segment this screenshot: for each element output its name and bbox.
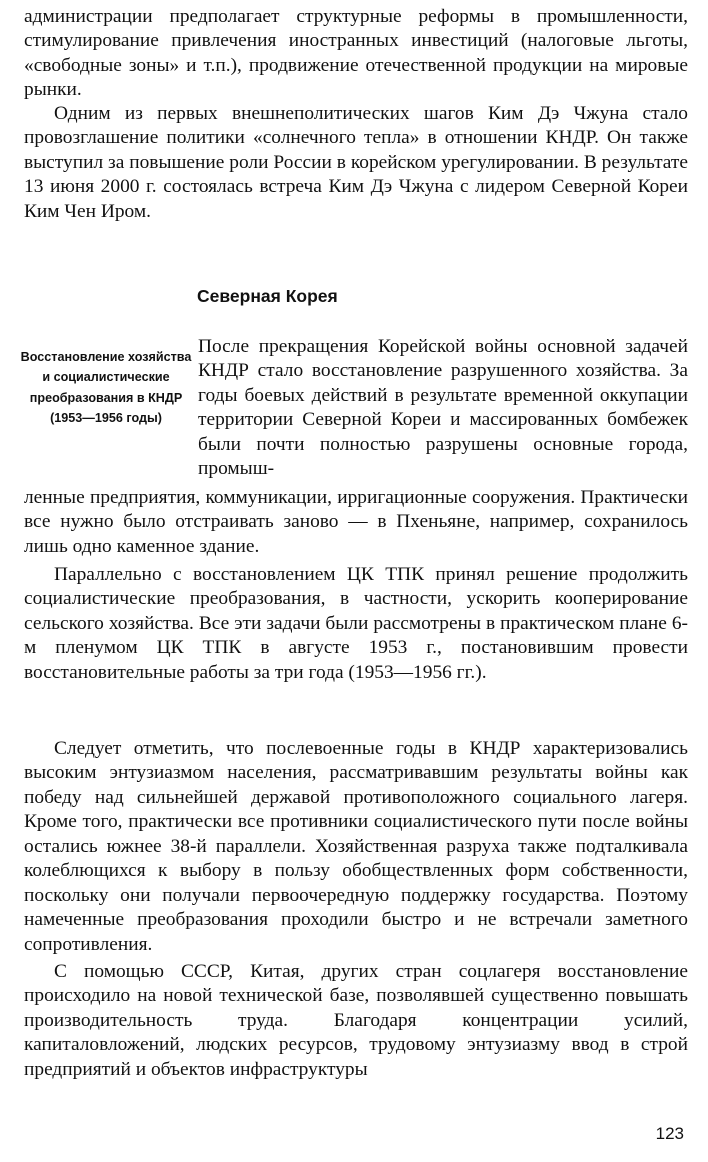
paragraph-sunshine-policy: Одним из первых внешнеполитических шагов Ким Дэ Чжуна стало провозглашение политики «солнечного тепла» в отношении КНДР. Он также выступил за повышение роли России в корейском урегулировании. В результате 13 июня 2000 г. состоялась встреча Ким Дэ Чжуна с лидером Северной Кореи Ким Чен Иром. [24,103,688,222]
paragraph-recovery-continued: ленные предприятия, коммуникации, ирригационные сооружения. Практически все нужно было отстраивать заново — в Пхеньяне, например, сохранилось лишь одно каменное здание. [24,487,688,557]
section-heading: Северная Корея [197,286,338,306]
paragraph-soviet-help: С помощью СССР, Китая, других стран соцлагеря восстановление происходило на новой технической базе, позволявшей существенно повышать производительность труда. Благодаря концентрации усилий, капиталовложений, людских ресурсов, трудовому энтузиазму ввод в строй предприятий и объектов инфраструктуры [24,961,688,1080]
paragraph-postwar-enthusiasm: Следует отметить, что послевоенные годы в КНДР характеризовались высоким энтузиазмом населения, рассматривавшим результаты войны как победу над сильнейшей державой противоположного социального лагеря. Кроме того, практически все противники социалистического пути после войны остались южнее 38-й параллели. Хозяйственная разруха также подталкивала колеблющихся к выбору в пользу обобществленных форм собственности, поскольку они получали первоочередную поддержку государства. Поэтому намеченные преобразования проходили быстро и не встречали заметного сопротивления. [24,738,688,955]
margin-note: Восстановление хозяйства и социалистические преобразования в КНДР (1953—1956 годы) [20,350,192,425]
paragraph-recovery-side: После прекращения Корейской войны основной задачей КНДР стало восстановление разрушенного хозяйства. За годы боевых действий в результате временной оккупации территории Северной Кореи и массированных бомбежек были почти полностью разрушены основные города, промыш- [198,336,688,480]
paragraph-socialist-transformation: Параллельно с восстановлением ЦК ТПК принял решение продолжить социалистические преобразования, в частности, ускорить кооперирование сельского хозяйства. Все эти задачи были рассмотрены в практическом плане 6-м пленумом ЦК ТПК в августе 1953 г., постановившим провести восстановительные работы за три года (1953—1956 гг.). [24,564,688,683]
paragraph-reforms: администрации предполагает структурные реформы в промышленности, стимулирование привлечения иностранных инвестиций (налоговые льготы, «свободные зоны» и т.п.), продвижение отечественной продукции на мировые рынки. [24,6,688,101]
page-number: 123 [655,1124,684,1143]
